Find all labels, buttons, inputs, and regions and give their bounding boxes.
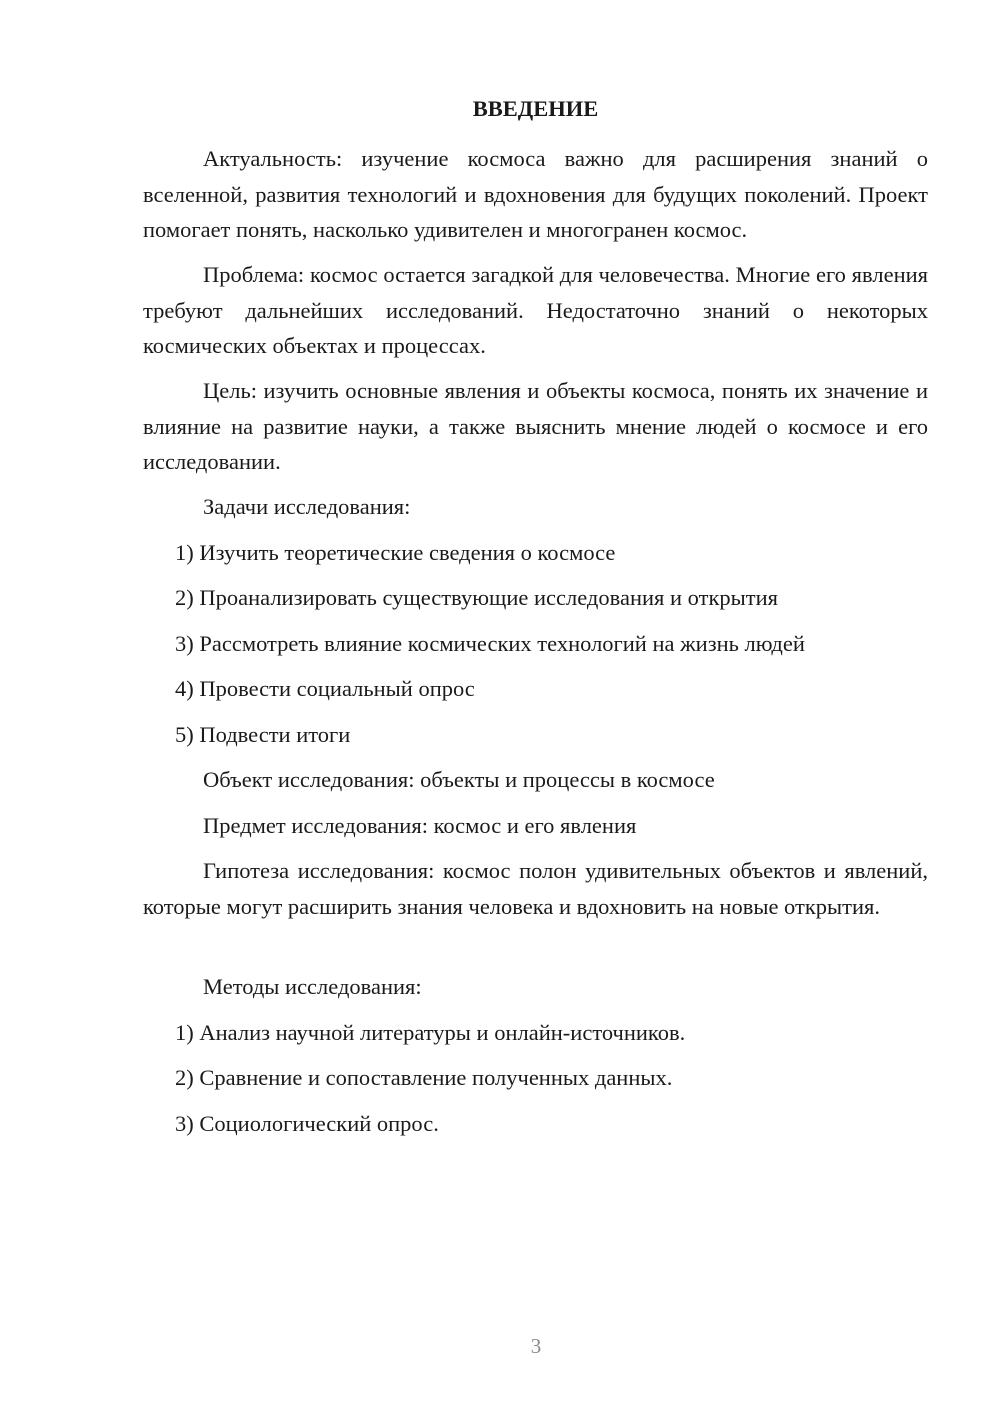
research-subject: Предмет исследования: космос и его явления [203,813,637,838]
task-item: 1) Изучить теоретические сведения о космосе [175,540,616,565]
relevance-paragraph: Актуальность: изучение космоса важно для расширения знаний о вселенной, развития технологий и вдохновения для будущих поколений. Проект помогает понять, насколько удивителен и многогранен космос. [143,146,928,242]
task-item: 2) Проанализировать существующие исследования и открытия [175,585,778,610]
page-number: 3 [530,1334,542,1358]
goal-paragraph: Цель: изучить основные явления и объекты космоса, понять их значение и влияние на развитие науки, а также выяснить мнение людей о космосе и его исследовании. [143,378,928,474]
task-item: 3) Рассмотреть влияние космических технологий на жизнь людей [175,631,805,656]
methods-heading: Методы исследования: [203,974,422,999]
page-title: ВВЕДЕНИЕ [472,96,599,121]
method-item: 1) Анализ научной литературы и онлайн-источников. [175,1020,686,1045]
problem-paragraph: Проблема: космос остается загадкой для человечества. Многие его явления требуют дальнейших исследований. Недостаточно знаний о некоторых космических объектах и процессах. [143,262,928,358]
method-item: 2) Сравнение и сопоставление полученных данных. [175,1065,673,1090]
hypothesis-paragraph: Гипотеза исследования: космос полон удивительных объектов и явлений, которые могут расширить знания человека и вдохновить на новые открытия. [143,858,928,919]
task-item: 5) Подвести итоги [175,722,351,747]
tasks-heading: Задачи исследования: [203,494,411,519]
method-item: 3) Социологический опрос. [175,1111,439,1136]
task-item: 4) Провести социальный опрос [175,676,475,701]
research-object: Объект исследования: объекты и процессы в космосе [203,767,715,792]
